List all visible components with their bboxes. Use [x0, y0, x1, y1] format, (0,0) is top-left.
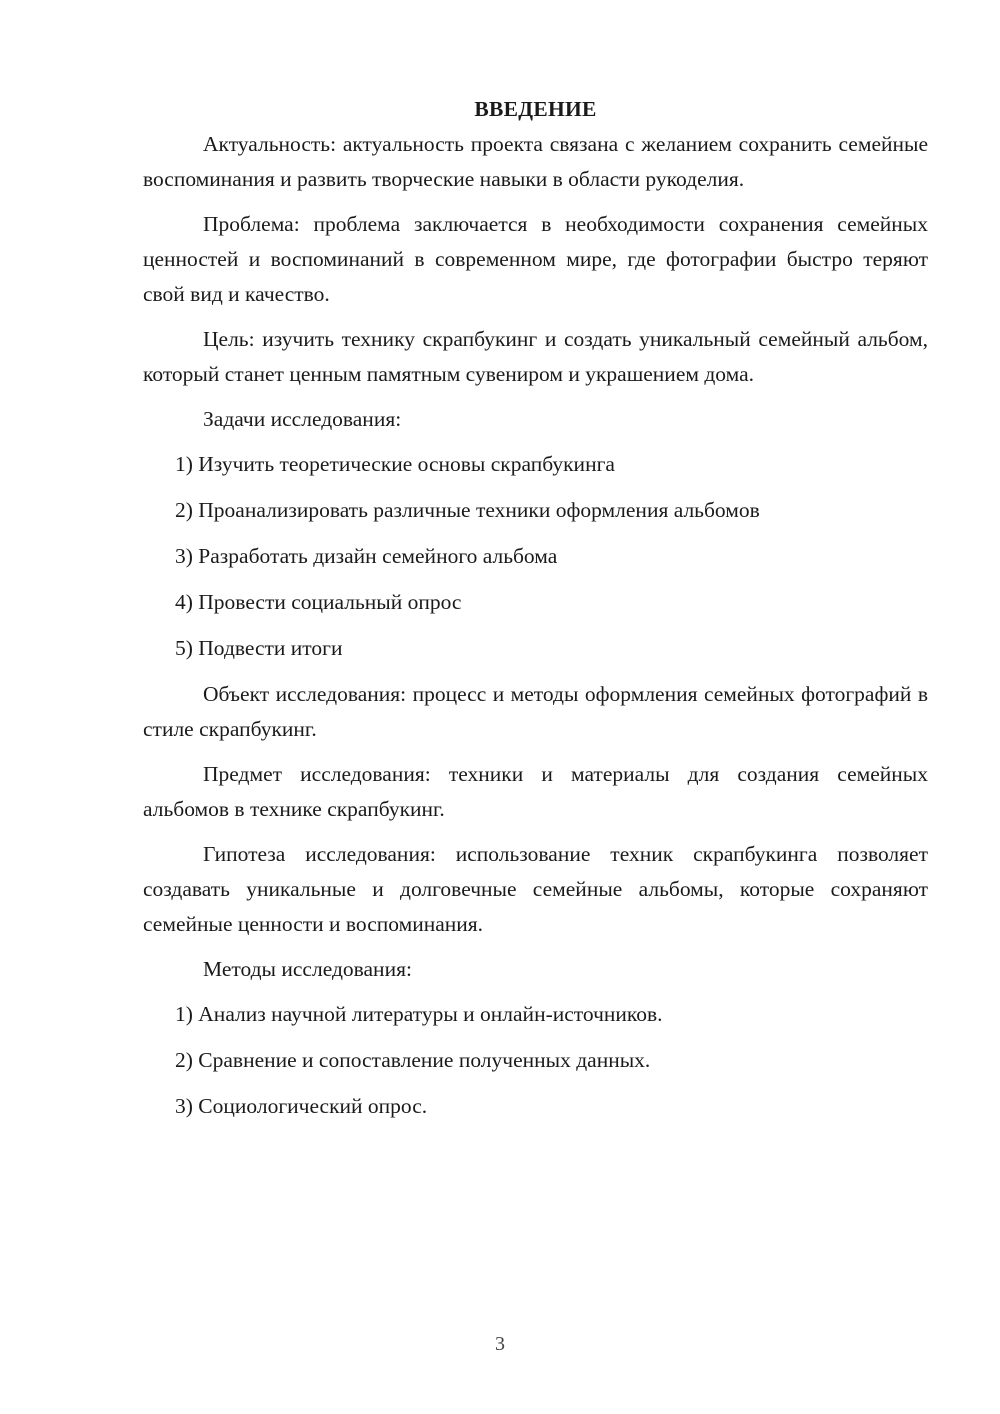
list-item: 1) Изучить теоретические основы скрапбукинга: [175, 452, 615, 476]
list-item: 4) Провести социальный опрос: [175, 590, 462, 614]
tasks-list: [143, 447, 928, 666]
hypothesis-paragraph: Гипотеза исследования: использование техник скрапбукинга позволяет создавать уникальные и долговечные семейные альбомы, которые сохраняют семейные ценности и воспоминания.: [143, 842, 928, 936]
list-item: 2) Сравнение и сопоставление полученных данных.: [175, 1048, 651, 1072]
problem-paragraph: Проблема: проблема заключается в необходимости сохранения семейных ценностей и воспоминаний в современном мире, где фотографии быстро теряют свой вид и качество.: [143, 212, 928, 306]
methods-list: [143, 997, 928, 1124]
list-item: 1) Анализ научной литературы и онлайн-источников.: [175, 1002, 663, 1026]
page-number: 3: [495, 1333, 505, 1355]
document-page: [143, 92, 928, 1135]
tasks-title: Задачи исследования:: [203, 407, 402, 431]
section-heading: ВВЕДЕНИЕ: [474, 97, 597, 121]
relevance-paragraph: Актуальность: актуальность проекта связана с желанием сохранить семейные воспоминания и развить творческие навыки в области рукоделия.: [143, 132, 928, 191]
list-item: 3) Социологический опрос.: [175, 1094, 428, 1118]
list-item: 5) Подвести итоги: [175, 636, 343, 660]
object-paragraph: Объект исследования: процесс и методы оформления семейных фотографий в стиле скрапбукинг.: [143, 682, 928, 741]
methods-title: Методы исследования:: [203, 957, 412, 981]
list-item: 2) Проанализировать различные техники оформления альбомов: [175, 498, 760, 522]
goal-paragraph: Цель: изучить технику скрапбукинг и создать уникальный семейный альбом, который станет ценным памятным сувениром и украшением дома.: [143, 327, 928, 386]
list-item: 3) Разработать дизайн семейного альбома: [175, 544, 558, 568]
subject-paragraph: Предмет исследования: техники и материалы для создания семейных альбомов в технике скрапбукинг.: [143, 762, 928, 821]
